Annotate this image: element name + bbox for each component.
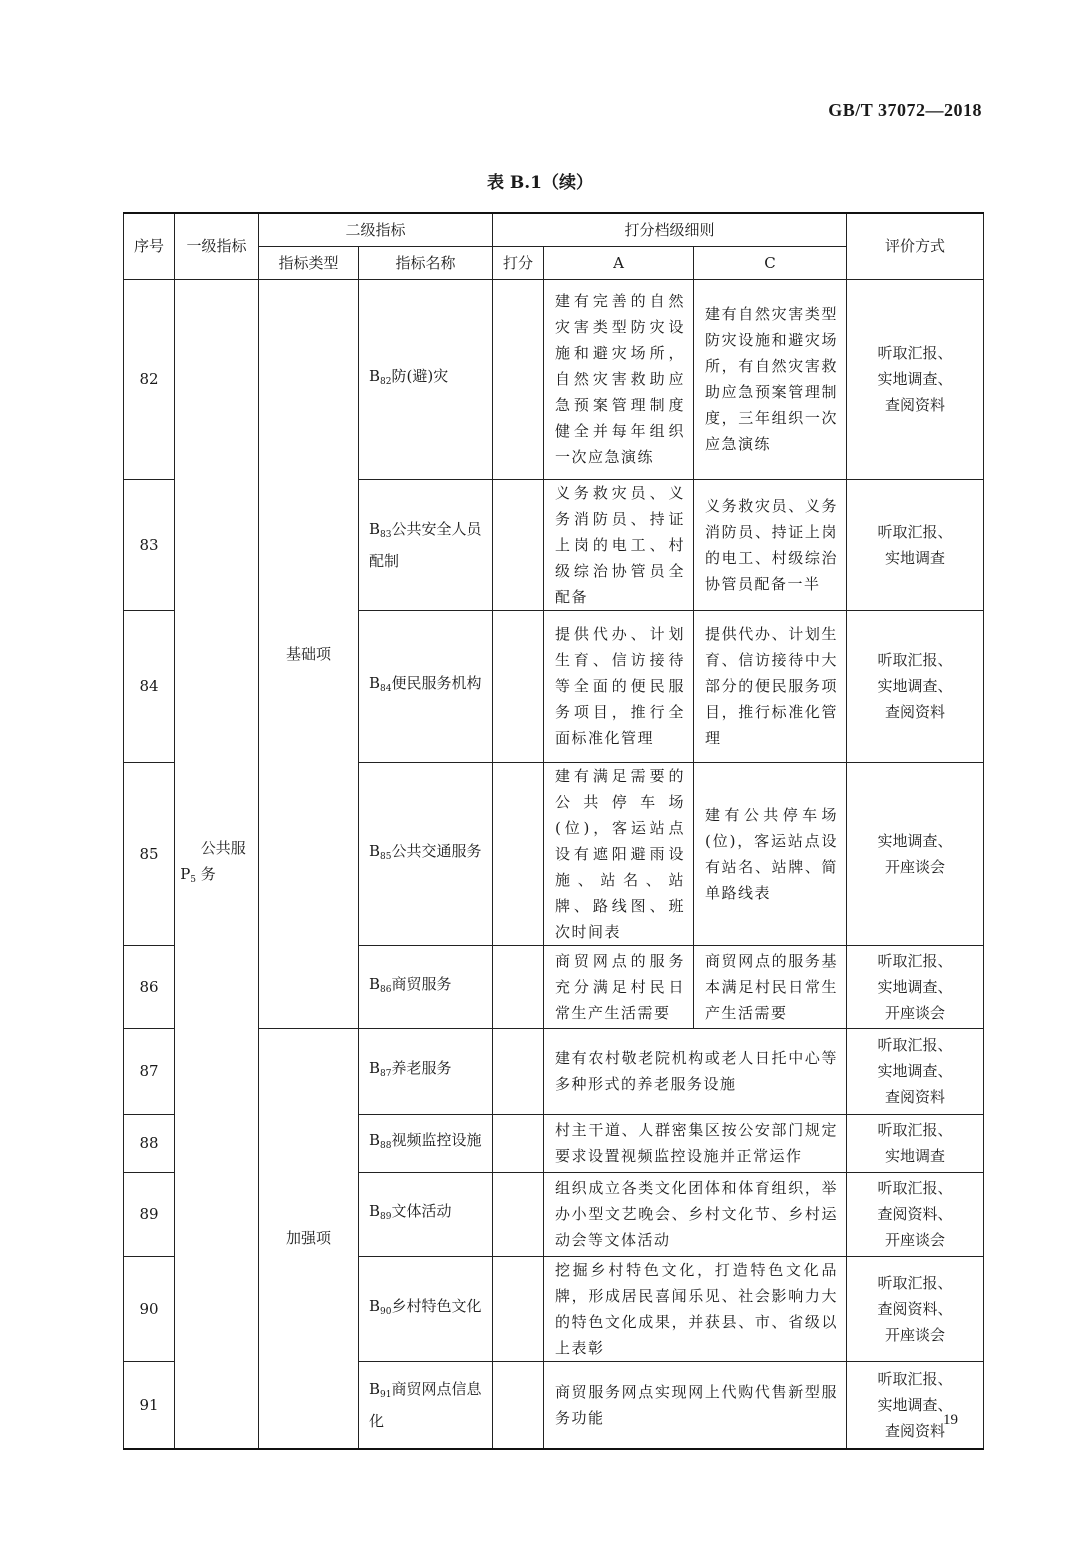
header-type: 指标类型 [259, 246, 359, 279]
row-seq: 90 [124, 1256, 175, 1361]
table-row [124, 279, 984, 479]
method-cell: 听取汇报、 查阅资料、 开座谈会 [847, 1256, 984, 1361]
grade-a-text: 义务救灾员、义务消防员、持证上岗的电工、村级综治协管员全配备 [544, 479, 694, 610]
method-cell: 听取汇报、 实地调查 [847, 1114, 984, 1172]
header-seq: 序号 [124, 213, 175, 279]
header-scoring: 打分档级细则 [493, 213, 847, 246]
level1-cell [175, 279, 259, 1449]
method-cell: 听取汇报、 实地调查、 查阅资料 [847, 1361, 984, 1449]
row-seq: 85 [124, 762, 175, 945]
table-title: 表 B.1（续） [486, 173, 594, 193]
score-cell [493, 279, 544, 479]
row-name: $B_{83}$公共安全人员配制 [359, 479, 493, 610]
grade-ac-text: 建有农村敬老院机构或老人日托中心等多种形式的养老服务设施 [544, 1028, 847, 1114]
grade-ac-text: 商贸服务网点实现网上代购代售新型服务功能 [544, 1361, 847, 1449]
row-seq: 91 [124, 1361, 175, 1449]
level1-code: P [180, 864, 191, 883]
row-seq: 88 [124, 1114, 175, 1172]
grade-c-text: 建有自然灾害类型防灾设施和避灾场所，有自然灾害救助应急预案管理制度，三年组织一次应急演练 [694, 279, 847, 479]
row-name: $B_{89}$文体活动 [359, 1172, 493, 1256]
grade-a-text: 建有满足需要的公共停车场(位)，客运站点设有遮阳避雨设施、站名、站牌、路线图、班次时间表 [544, 762, 694, 945]
type-basic: 基础项 [259, 279, 359, 1028]
grade-a-text: 建有完善的自然灾害类型防灾设施和避灾场所，自然灾害救助应急预案管理制度健全并每年组织一次应急演练 [544, 279, 694, 479]
row-seq: 84 [124, 610, 175, 762]
header-score: 打分 [493, 246, 544, 279]
score-cell [493, 1172, 544, 1256]
method-cell: 听取汇报、 实地调查、 查阅资料 [847, 279, 984, 479]
grade-c-text: 义务救灾员、义务消防员、持证上岗的电工、村级综治协管员配备一半 [694, 479, 847, 610]
row-name: $B_{87}$养老服务 [359, 1028, 493, 1114]
score-cell [493, 1028, 544, 1114]
grade-ac-text: 组织成立各类文化团体和体育组织，举办小型文艺晚会、乡村文化节、乡村运动会等文体活动 [544, 1172, 847, 1256]
grade-ac-text: 村主干道、人群密集区按公安部门规定要求设置视频监控设施并正常运作 [544, 1114, 847, 1172]
row-name: $B_{85}$公共交通服务 [359, 762, 493, 945]
score-cell [493, 1361, 544, 1449]
row-name: $B_{82}$防(避)灾 [359, 279, 493, 479]
row-seq: 87 [124, 1028, 175, 1114]
score-cell [493, 610, 544, 762]
row-name: $B_{88}$视频监控设施 [359, 1114, 493, 1172]
row-seq: 86 [124, 945, 175, 1028]
level1-code-sub: 5 [190, 874, 197, 885]
type-enhanced: 加强项 [259, 1028, 359, 1449]
row-seq: 82 [124, 279, 175, 479]
grade-c-text: 提供代办、计划生育、信访接待中大部分的便民服务项目，推行标准化管理 [694, 610, 847, 762]
method-cell: 实地调查、 开座谈会 [847, 762, 984, 945]
header-grade-c: C [694, 246, 847, 279]
grade-a-text: 商贸网点的服务充分满足村民日常生产生活需要 [544, 945, 694, 1028]
grade-c-text: 商贸网点的服务基本满足村民日常生产生活需要 [694, 945, 847, 1028]
evaluation-table [123, 212, 984, 1450]
score-cell [493, 479, 544, 610]
row-name: $B_{84}$便民服务机构 [359, 610, 493, 762]
header-name: 指标名称 [359, 246, 493, 279]
method-cell: 听取汇报、 查阅资料、 开座谈会 [847, 1172, 984, 1256]
row-seq: 83 [124, 479, 175, 610]
score-cell [493, 762, 544, 945]
method-cell: 听取汇报、 实地调查、 查阅资料 [847, 1028, 984, 1114]
header-level2: 二级指标 [259, 213, 493, 246]
page-number: 19 [943, 1412, 958, 1428]
standard-code: GB/T 37072—2018 [828, 100, 982, 120]
method-cell: 听取汇报、 实地调查、 开座谈会 [847, 945, 984, 1028]
score-cell [493, 1114, 544, 1172]
method-cell: 听取汇报、 实地调查 [847, 479, 984, 610]
row-name: $B_{86}$商贸服务 [359, 945, 493, 1028]
score-cell [493, 945, 544, 1028]
level1-label: 公共服务 [200, 838, 246, 883]
grade-c-text: 建有公共停车场(位)，客运站点设有站名、站牌、简单路线表 [694, 762, 847, 945]
header-level1: 一级指标 [175, 213, 259, 279]
method-cell: 听取汇报、 实地调查、 查阅资料 [847, 610, 984, 762]
grade-ac-text: 挖掘乡村特色文化，打造特色文化品牌，形成居民喜闻乐见、社会影响力大的特色文化成果，并获县、市、省级以上表彰 [544, 1256, 847, 1361]
row-seq: 89 [124, 1172, 175, 1256]
header-method: 评价方式 [847, 213, 984, 279]
score-cell [493, 1256, 544, 1361]
grade-a-text: 提供代办、计划生育、信访接待等全面的便民服务项目，推行全面标准化管理 [544, 610, 694, 762]
header-grade-a: A [544, 246, 694, 279]
row-name: $B_{91}$商贸网点信息化 [359, 1361, 493, 1449]
row-name: $B_{90}$乡村特色文化 [359, 1256, 493, 1361]
